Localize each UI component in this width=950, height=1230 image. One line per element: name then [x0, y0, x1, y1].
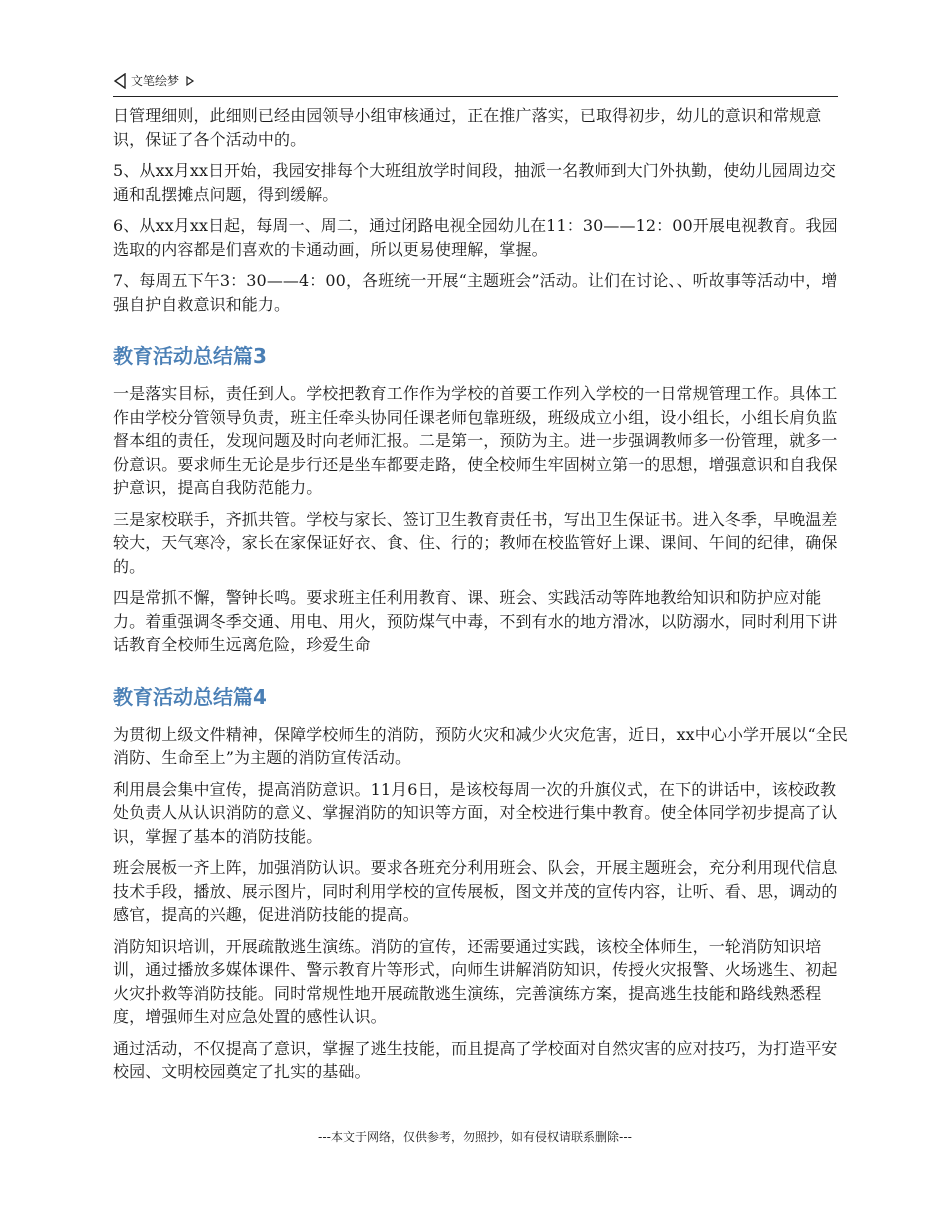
brand-logo: [113, 72, 195, 89]
paragraph: 通过活动，不仅提高了意识，掌握了逃生技能，而且提高了学校面对自然灾害的应对技巧，为打造平安校园、文明校园奠定了扎实的基础。: [113, 1038, 838, 1081]
paragraph: 5、从xx月xx日开始，我园安排每个大班组放学时间段，抽派一名教师到大门外执勤，使幼儿园周边交通和乱摆摊点问题，得到缓解。: [113, 161, 836, 204]
paragraph: 日管理细则，此细则已经由园领导小组审核通过，正在推广落实，已取得初步，幼儿的意识和常规意识，保证了各个活动中的。: [113, 106, 822, 149]
document-body: [113, 104, 850, 1092]
paragraph: 三是家校联手，齐抓共管。学校与家长、签订卫生教育责任书，写出卫生保证书。进入冬季，早晚温差较大，天气寒冷，家长在家保证好衣、食、住、行的；教师在校监管好上课、课间、午间的纪律，确保的。: [113, 509, 838, 576]
section-heading: 教育活动总结篇4: [113, 684, 267, 709]
page-header: [113, 70, 838, 97]
paragraph: 利用晨会集中宣传，提高消防意识。11月6日，是该校每周一次的升旗仪式，在下的讲话中，该校政教处负责人从认识消防的意义、掌握消防的知识等方面，对全校进行集中教育。使全体同学初步提高了认识，掌握了基本的消防技能。: [113, 779, 838, 846]
left-triangle-icon: [113, 73, 127, 89]
brand-name: 文笔绘梦: [131, 74, 180, 88]
paragraph: 一是落实目标，责任到人。学校把教育工作作为学校的首要工作列入学校的一日常规管理工作。具体工作由学校分管领导负责，班主任牵头协同任课老师包靠班级，班级成立小组，设小组长，小组长肩负监督本组的责任，发现问题及时向老师汇报。二是第一，预防为主。进一步强调教师多一份管理，就多一份意识。要求师生无论是步行还是坐车都要走路，使全校师生牢固树立第一的思想，增强意识和自我保护意识，提高自我防范能力。: [113, 384, 838, 497]
footer-disclaimer: ---本文于网络，仅供参考，勿照抄，如有侵权请联系删除---: [318, 1130, 632, 1144]
section-3: [113, 342, 850, 657]
paragraph: 四是常抓不懈，警钟长鸣。要求班主任利用教育、课、班会、实践活动等阵地教给知识和防护应对能力。着重强调冬季交通、用电、用火，预防煤气中毒，不到有水的地方滑冰，以防溺水，同时利用下讲话教育全校师生远离危险，珍爱生命: [113, 588, 838, 654]
section-4: [113, 683, 850, 1084]
section-continued: [113, 104, 850, 316]
paragraph: 消防知识培训，开展疏散逃生演练。消防的宣传，还需要通过实践，该校全体师生，一轮消防知识培训，通过播放多媒体课件、警示教育片等形式，向师生讲解消防知识，传授火灾报警、火场逃生、初起火灾扑救等消防技能。同时常规性地开展疏散逃生演练，完善演练方案，提高逃生技能和路线熟悉程度，增强师生对应急处置的感性认识。: [113, 936, 838, 1026]
paragraph: 6、从xx月xx日起，每周一、周二，通过闭路电视全园幼儿在11：30——12：00开展电视教育。我园选取的内容都是们喜欢的卡通动画，所以更易使理解，掌握。: [113, 216, 838, 259]
paragraph: 班会展板一齐上阵，加强消防认识。要求各班充分利用班会、队会，开展主题班会，充分利用现代信息技术手段，播放、展示图片，同时利用学校的宣传展板，图文并茂的宣传内容，让听、看、思，调动的感官，提高的兴趣，促进消防技能的提高。: [113, 858, 838, 924]
section-heading: 教育活动总结篇3: [113, 344, 267, 368]
paragraph: 为贯彻上级文件精神，保障学校师生的消防，预防火灾和减少火灾危害，近日，xx中心小学开展以“全民消防、生命至上”为主题的消防宣传活动。: [113, 724, 848, 767]
right-triangle-icon: [185, 75, 195, 87]
paragraph: 7、每周五下午3：30——4：00，各班统一开展“主题班会”活动。让们在讨论、、听故事等活动中，增强自护自救意识和能力。: [113, 271, 838, 314]
